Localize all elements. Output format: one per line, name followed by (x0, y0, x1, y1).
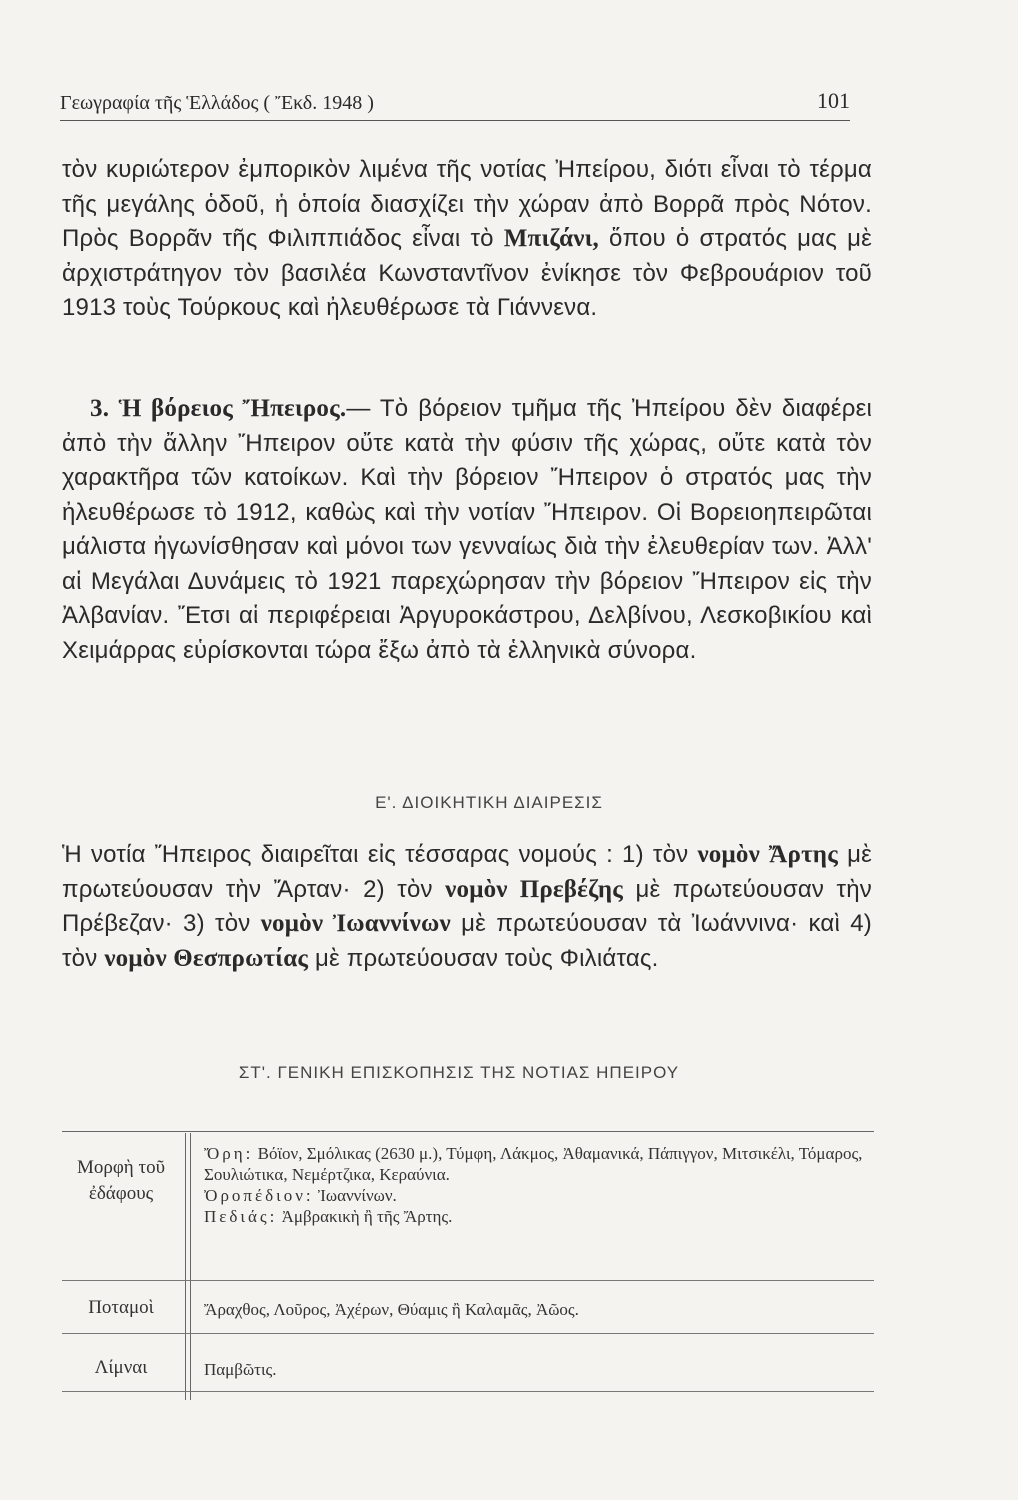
row-value: Ἀμβρακικὴ ἢ τῆς Ἄρτης. (281, 1207, 453, 1226)
paragraph-3-g: μὲ πρωτεύουσαν τὰ Ἰωάννινα· καὶ 4) τὸν (62, 910, 873, 972)
row-label: Λίμναι (94, 1357, 148, 1378)
paragraph-2 (62, 392, 872, 668)
row-key: Πεδιάς: (204, 1207, 278, 1226)
row-separator (62, 1391, 874, 1392)
row-label: Μορφὴ τοῦ ἐδάφους (76, 1157, 166, 1204)
paragraph-3-i: μὲ πρωτεύουσαν τοὺς Φιλιάτας. (315, 944, 659, 972)
nomos-prevezis: νομὸν Πρεβέζης (445, 875, 624, 903)
row-separator (62, 1280, 874, 1281)
table-row (62, 1143, 874, 1283)
row-value: Βόϊον, Σμόλικας (2630 μ.), Τύμφη, Λάκμος, Ἀθαμανικά, Πάπιγγον, Μιτσικέλι, Τόμαρος, Σουλιώτικα, Νεμέρτζικα, Κεραύνια. (204, 1144, 863, 1184)
paragraph-2-text: — Τὸ βόρειον τμῆμα τῆς Ἠπείρου δὲν διαφέρει ἀπὸ τὴν ἄλλην Ἤπειρον οὔτε κατὰ τὴν φύσιν τῆς χώρας, οὔτε κατὰ τὸν χαρακτῆρα τῶν κατοίκων. Καὶ τὴν βόρειον Ἤπειρον ὁ στρατός μας τὴν ἠλευθέρωσε τὸ 1912, καθὼς καὶ τὴν νοτίαν Ἤπειρον. Οἱ Βορειοηπειρῶται μάλιστα ἠγωνίσθησαν καὶ μόνοι των γενναίως διὰ τὴν ἐλευθερίαν των. Ἀλλ' αἱ Μεγάλαι Δυνάμεις τὸ 1921 παρεχώρησαν τὴν βόρειον Ἤπειρον εἰς τὴν Ἀλβανίαν. Ἔτσι αἱ περιφέρειαι Ἀργυροκάστρου, Δελβίνου, Λεσκοβικίου καὶ Χειμάρρας εὑρίσκονται τώρα ἔξω ἀπὸ τὰ ἑλληνικὰ σύνορα. (62, 395, 872, 664)
section-st-heading: ΣΤ'. ΓΕΝΙΚΗ ΕΠΙΣΚΟΠΗΣΙΣ ΤΗΣ ΝΟΤΙΑΣ ΗΠΕΙΡΟΥ (238, 1063, 680, 1082)
paragraph-2-heading: 3. Ἡ βόρειος Ἤπειρος. (90, 395, 347, 422)
nomos-ioanninon: νομὸν Ἰωαννίνων (260, 910, 451, 937)
paragraph-1-bold: Μπιζάνι, (503, 225, 599, 252)
paragraph-3-a: Ἡ νοτία Ἤπειρος διαιρεῖται εἰς τέσσαρας νομούς : 1) τὸν (62, 841, 689, 868)
row-content: Παμβῶτις. (204, 1360, 277, 1379)
paragraph-1-rest: ὅπου ὁ στρατός μας μὲ ἀρχιστράτηγον τὸν βασιλέα Κωνσταντῖνον ἐνίκησε τὸν Φεβρουάριον τοῦ 1913 τοὺς Τούρκους καὶ ἠλευθέρωσε τὰ Γιάννενα. (62, 225, 872, 321)
running-head (60, 86, 850, 121)
row-value: Ἰωαννίνων. (317, 1186, 397, 1205)
row-separator (62, 1333, 874, 1334)
row-label: Ποταμοὶ (88, 1297, 154, 1318)
table-row (62, 1283, 874, 1343)
paragraph-1 (62, 153, 872, 326)
paragraph-1-text: τὸν κυριώτερον ἐμπορικὸν λιμένα τῆς νοτίας Ἠπείρου, διότι εἶναι τὸ τέρμα τῆς μεγάλης ὁδοῦ, ἡ ὁποία διασχίζει τὴν χώραν ἀπὸ Βορρᾶ πρὸς Νότον. Πρὸς Βορρᾶν τῆς Φιλιππιάδος εἶναι τὸ (62, 156, 872, 252)
paragraph-3 (62, 838, 872, 976)
nomos-artis: νομὸν Ἄρτης (697, 841, 838, 868)
row-content: Ἄραχθος, Λοῦρος, Ἀχέρων, Θύαμις ἢ Καλαμᾶς, Ἀῶος. (204, 1300, 579, 1319)
row-key: Ὄρη: (204, 1144, 254, 1163)
paragraph-3-c: μὲ πρωτεύουσαν τὴν Ἄρταν· 2) τὸν (62, 841, 872, 903)
page-number: 101 (817, 88, 850, 113)
running-head-title: Γεωγραφία τῆς Ἑλλάδος ( Ἔκδ. 1948 ) (60, 92, 374, 114)
nomos-thesprotias: νομὸν Θεσπρωτίας (104, 944, 309, 972)
table-row (62, 1343, 874, 1403)
paragraph-3-e: μὲ πρωτεύουσαν τὴν Πρέβεζαν· 3) τὸν (62, 875, 872, 937)
table-top-rule (62, 1131, 874, 1132)
row-content (204, 1143, 864, 1227)
row-key: Ὀροπέδιον: (204, 1186, 314, 1205)
section-e-heading: Ε'. ΔΙΟΙΚΗΤΙΚΗ ΔΙΑΙΡΕΣΙΣ (375, 793, 603, 812)
